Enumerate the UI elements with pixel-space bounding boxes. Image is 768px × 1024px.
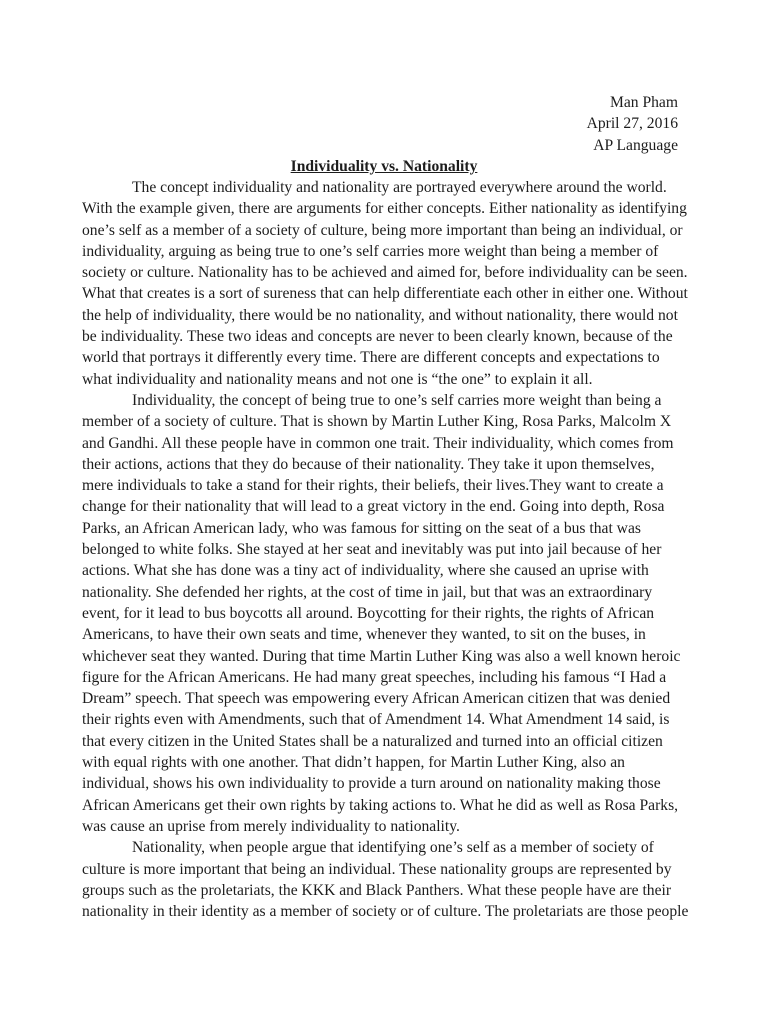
text-line: event, for it lead to bus boycotts all around. Boycotting for their rights, the rights of African — [82, 604, 655, 622]
text-line: Dream” speech. That speech was empowering every African American citizen that was denied — [82, 690, 671, 708]
text-line: nationality. She defended her rights, at the cost of time in jail, but that was an extraordinary — [82, 583, 653, 601]
text-line: one’s self as a member of a society of culture, being more important than being an individual, or — [82, 221, 683, 239]
text-line: mere individuals to take a stand for their rights, their beliefs, their lives.They want to create a — [82, 477, 664, 495]
text-line: their actions, actions that they do because of their nationality. They take it upon themselves, — [82, 455, 655, 473]
header-block — [587, 92, 678, 156]
text-line: culture is more important that being an individual. These nationality groups are represented by — [82, 860, 672, 878]
date: April 27, 2016 — [586, 115, 678, 133]
text-line: groups such as the proletariats, the KKK and Black Panthers. What these people have are their — [82, 881, 672, 899]
text-line: figure for the African Americans. He had many great speeches, including his famous “I Had a — [82, 668, 667, 686]
text-line: was cause an uprise from merely individuality to nationality. — [82, 817, 460, 835]
text-line: be individuality. These two ideas and concepts are never to been clearly known, because of the — [82, 328, 673, 346]
text-line: whichever seat they wanted. During that time Martin Luther King was also a well known heroic — [82, 647, 681, 665]
text-line: Parks, an African American lady, who was famous for sitting on the seat of a bus that was — [82, 519, 641, 537]
text-line: that every citizen in the United States shall be a naturalized and turned into an official citizen — [82, 732, 663, 750]
text-line: With the example given, there are arguments for either concepts. Either nationality as identifying — [82, 200, 687, 218]
text-line: belonged to white folks. She stayed at her seat and inevitably was put into jail because of her — [82, 541, 662, 559]
text-line: member of a society of culture. That is shown by Martin Luther King, Rosa Parks, Malcolm X — [82, 413, 672, 431]
text-line: change for their nationality that will lead to a great victory in the end. Going into depth, Rosa — [82, 498, 665, 516]
course-name: AP Language — [593, 136, 678, 154]
essay-body — [82, 177, 687, 922]
document-title: Individuality vs. Nationality — [290, 158, 478, 175]
text-line: with equal rights with one another. That didn’t happen, for Martin Luther King, also an — [82, 754, 625, 772]
text-line: world that portrays it differently every time. There are different concepts and expectations to — [82, 349, 660, 367]
text-line: Individuality, the concept of being true to one’s self carries more weight than being a — [132, 391, 662, 409]
text-line: the help of individuality, there would be no nationality, and without nationality, there would not — [82, 306, 678, 324]
text-line: Nationality, when people argue that identifying one’s self as a member of society of — [132, 839, 654, 857]
text-line: Americans, to have their own seats and time, whenever they wanted, to sit on the buses, in — [82, 626, 646, 644]
text-line: What that creates is a sort of sureness that can help differentiate each other in either one. Without — [82, 285, 688, 303]
text-line: The concept individuality and nationality are portrayed everywhere around the world. — [132, 179, 667, 196]
text-line: individual, shows his own individuality to provide a turn around on nationality making those — [82, 775, 661, 793]
text-line: what individuality and nationality means and not one is “the one” to explain it all. — [82, 370, 593, 388]
text-line: and Gandhi. All these people have in common one trait. Their individuality, which comes from — [82, 434, 674, 452]
text-line: actions. What she has done was a tiny act of individuality, where she caused an uprise with — [82, 562, 649, 580]
text-line: individuality, arguing as being true to one’s self carries more weight than being a member of — [82, 242, 659, 260]
text-line: their rights even with Amendments, such that of Amendment 14. What Amendment 14 said, is — [82, 711, 670, 729]
text-line: society or culture. Nationality has to be achieved and aimed for, before individuality can be seen. — [82, 264, 688, 282]
text-line: nationality in their identity as a member of society or of culture. The proletariats are those people — [82, 903, 689, 921]
author-name: Man Pham — [609, 94, 678, 111]
text-line: African Americans get their own rights by taking actions to. What he did as well as Rosa Parks, — [82, 796, 679, 814]
